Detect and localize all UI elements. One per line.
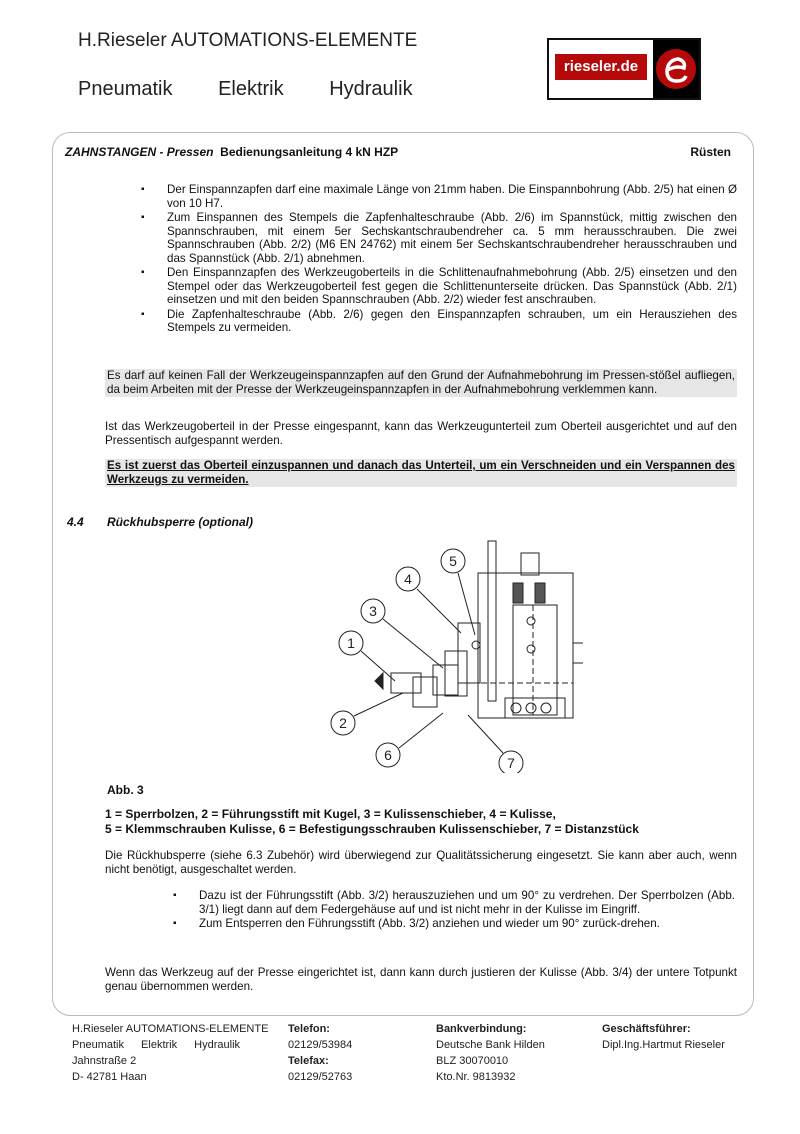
- footer-fax: 02129/52763: [288, 1071, 353, 1083]
- instruction-list-2: [199, 889, 735, 932]
- footer-division: Hydraulik: [194, 1039, 241, 1051]
- legend-line: 5 = Klemmschrauben Kulisse, 6 = Befestigungsschrauben Kulissenschieber, 7 = Distanzstück: [105, 822, 639, 836]
- footer-city: D- 42781 Haan: [72, 1071, 147, 1083]
- callout-1: 1: [347, 635, 355, 651]
- footer-bank-name: Deutsche Bank Hilden: [436, 1039, 545, 1051]
- paragraph: Wenn das Werkzeug auf der Presse eingerichtet ist, dann kann durch justieren der Kulisse (Abb. 3/4) der untere Totpunkt genau übernommen werden.: [105, 966, 737, 993]
- footer-contact: [288, 1021, 352, 1085]
- company-logo: [547, 38, 701, 100]
- footer-address: [72, 1021, 268, 1085]
- section-label: Rüsten: [690, 145, 731, 159]
- callout-2: 2: [339, 715, 347, 731]
- footer-tel: 02129/53984: [288, 1039, 353, 1051]
- footer-manager-name: Dipl.Ing.Hartmut Rieseler: [602, 1039, 725, 1051]
- division-list: [78, 78, 453, 101]
- document-title: [65, 145, 398, 159]
- division-hydraulik: Hydraulik: [329, 78, 413, 100]
- footer-management: [602, 1021, 725, 1053]
- technical-drawing: [263, 523, 583, 773]
- document-title-product: ZAHNSTANGEN - Pressen: [65, 145, 214, 159]
- note-box: Es darf auf keinen Fall der Werkzeugeinspannzapfen auf den Grund der Aufnahmebohrung im Pressen-stößel aufliegen, da beim Arbeiten mit der Presse der Werkzeugeinspannzapfen in der Aufnahmebohrung verklemmen kann.: [107, 369, 735, 396]
- footer-divisions: [72, 1037, 268, 1053]
- company-name: H.Rieseler AUTOMATIONS-ELEMENTE: [78, 30, 418, 51]
- callout-6: 6: [384, 747, 392, 763]
- division-pneumatik: Pneumatik: [78, 78, 173, 100]
- list-item: ▪ Der Einspannzapfen darf eine maximale Länge von 21mm haben. Die Einspannbohrung (Abb. 2/5) hat einen Ø von 10 H7.: [167, 183, 737, 210]
- footer-street: Jahnstraße 2: [72, 1055, 137, 1067]
- footer-division: Pneumatik: [72, 1039, 124, 1051]
- footer-tel-label: Telefon:: [288, 1023, 330, 1035]
- callout-7: 7: [507, 755, 515, 771]
- paragraph: Die Rückhubsperre (siehe 6.3 Zubehör) wird überwiegend zur Qualitätssicherung eingesetzt. Sie kann aber auch, wenn nicht benötigt, ausgeschaltet werden.: [105, 849, 737, 876]
- footer-blz: BLZ 30070010: [436, 1055, 509, 1067]
- instruction-list: [167, 183, 737, 336]
- footer-fax-label: Telefax:: [288, 1055, 329, 1067]
- legend-line: 1 = Sperrbolzen, 2 = Führungsstift mit Kugel, 3 = Kulissenschieber, 4 = Kulisse,: [105, 807, 556, 821]
- section-title: Rückhubsperre (optional): [107, 515, 254, 529]
- callout-5: 5: [449, 553, 457, 569]
- list-item: ▪ Zum Einspannen des Stempels die Zapfenhalteschraube (Abb. 2/6) im Spannstück, mittig zwischen den Spannschrauben, mit einem 5er Sechskantschraubendreher ca. 5 mm herausschrauben. Die zwei Spannschrauben (Abb. 2/2) (M6 EN 24762) mit einem 5er Sechskantschraubendreher herausschrauben und das Spannstück (Abb. 2/1) abnehmen.: [167, 211, 737, 265]
- footer-account: Kto.Nr. 9813932: [436, 1071, 516, 1083]
- footer-bank-label: Bankverbindung:: [436, 1023, 527, 1035]
- figure-legend: [105, 807, 745, 837]
- callout-4: 4: [404, 571, 412, 587]
- logo-e-icon: [653, 40, 699, 98]
- footer-division: Elektrik: [141, 1039, 178, 1051]
- list-item: ▪ Den Einspannzapfen des Werkzeugoberteils in die Schlittenaufnahmebohrung (Abb. 2/5) einsetzen und den Stempel oder das Werkzeugoberteil fest gegen die Schlittenunterseite drücken. Das Spannstück (Abb. 2/1) einsetzen und mit den beiden Spannschrauben (Abb. 2/2) wieder fest anschrauben.: [167, 266, 737, 307]
- list-item: ▪ Zum Entsperren den Führungsstift (Abb. 3/2) anziehen und wieder um 90° zurück-drehen.: [199, 917, 735, 931]
- figure-label: Abb. 3: [107, 783, 144, 797]
- document-title-manual: Bedienungsanleitung 4 kN HZP: [220, 145, 399, 159]
- section-number: 4.4: [67, 515, 84, 529]
- content-panel: [52, 132, 754, 1016]
- footer-company: H.Rieseler AUTOMATIONS-ELEMENTE: [72, 1023, 269, 1035]
- footer-manager-label: Geschäftsführer:: [602, 1023, 691, 1035]
- list-item: ▪ Dazu ist der Führungsstift (Abb. 3/2) herauszuziehen und um 90° zu verdrehen. Der Sperrbolzen (Abb. 3/1) liegt dann auf dem Federgehäuse auf und ist nicht mehr in der Kulisse im Eingriff.: [199, 889, 735, 916]
- callout-3: 3: [369, 603, 377, 619]
- footer-bank: [436, 1021, 545, 1085]
- warning-box: Es ist zuerst das Oberteil einzuspannen und danach das Unterteil, um ein Verschneiden und ein Verspannen des Werkzeugs zu vermeiden.: [107, 459, 735, 486]
- logo-text: rieseler.de: [555, 54, 647, 80]
- division-elektrik: Elektrik: [218, 78, 284, 100]
- list-item: ▪ Die Zapfenhalteschraube (Abb. 2/6) gegen den Einspannzapfen schrauben, um ein Herausziehen des Stempels zu vermeiden.: [167, 308, 737, 335]
- paragraph: Ist das Werkzeugoberteil in der Presse eingespannt, kann das Werkzeugunterteil zum Oberteil ausgerichtet und auf den Pressentisch aufgespannt werden.: [105, 420, 737, 447]
